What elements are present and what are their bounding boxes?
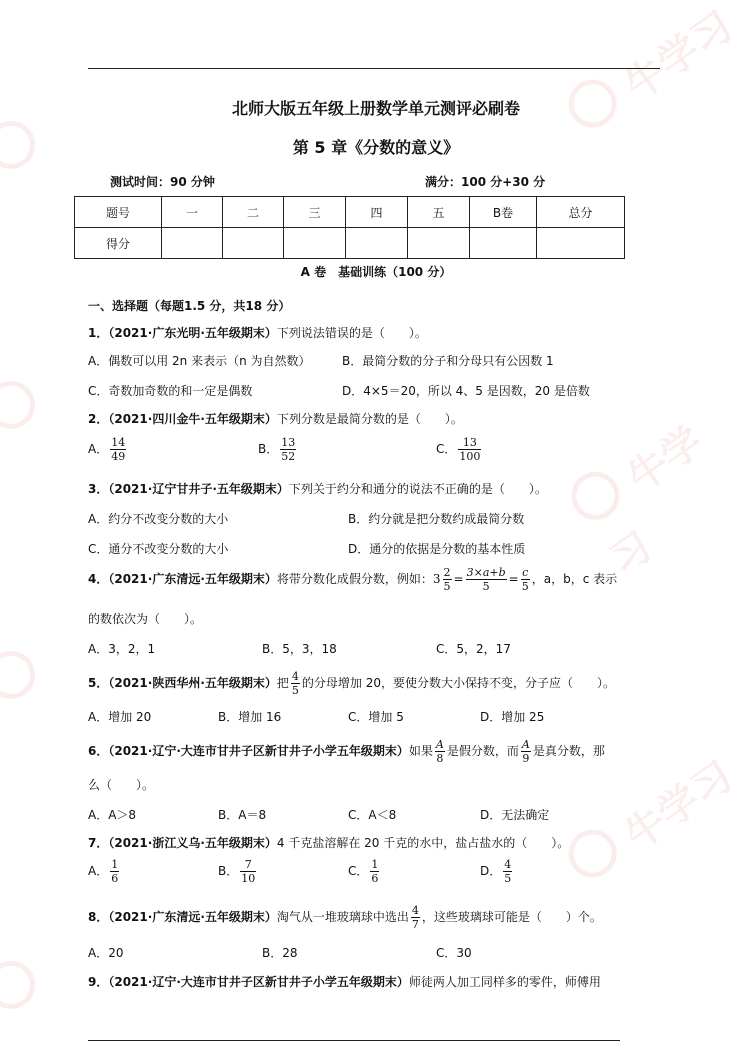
question-5 bbox=[88, 670, 615, 697]
score-table bbox=[74, 196, 625, 259]
q3-option-c: C．通分不改变分数的大小 bbox=[88, 542, 229, 556]
full-score: 满分：100 分+30 分 bbox=[425, 175, 546, 189]
score-header-cell: 总分 bbox=[537, 197, 625, 228]
question-7 bbox=[88, 834, 569, 851]
q5-option-a: A．增加 20 bbox=[88, 710, 152, 724]
denominator: 10 bbox=[241, 872, 256, 885]
fraction bbox=[458, 436, 481, 463]
denominator: 5 bbox=[504, 872, 512, 885]
question-number: 9． bbox=[88, 975, 109, 989]
numerator: 3×a+b bbox=[466, 566, 506, 579]
q4-line2: 的数依次为（ ）。 bbox=[88, 612, 203, 626]
q3-option-a: A．约分不改变分数的大小 bbox=[88, 512, 229, 526]
question-source: （2021·辽宁甘井子·五年级期末） bbox=[108, 482, 289, 496]
question-text: 下列关于约分和通分的说法不正确的是（ ）。 bbox=[288, 482, 547, 496]
numerator: c bbox=[522, 566, 529, 579]
q4-option-b: B．5，3，18 bbox=[262, 642, 337, 656]
denominator: 8 bbox=[436, 752, 444, 765]
score-header-cell: 一 bbox=[162, 197, 223, 228]
score-header-cell: 二 bbox=[223, 197, 284, 228]
q2-option-c bbox=[436, 436, 483, 463]
q7-option-c bbox=[348, 858, 381, 885]
denominator: 7 bbox=[411, 918, 419, 931]
question-2 bbox=[88, 410, 463, 427]
question-text-pre: 淘气从一堆玻璃球中选出 bbox=[276, 910, 409, 924]
question-text: 4 千克盐溶解在 20 千克的水中，盐占盐水的（ ）。 bbox=[276, 836, 570, 850]
numerator: 1 bbox=[371, 858, 379, 871]
fraction bbox=[110, 436, 126, 463]
numerator: A bbox=[521, 738, 530, 751]
score-header-cell: 三 bbox=[284, 197, 346, 228]
denominator: 49 bbox=[111, 450, 126, 463]
fraction bbox=[291, 670, 300, 697]
page-title: 北师大版五年级上册数学单元测评必刷卷 bbox=[231, 99, 520, 118]
question-text-mid: 是假分数，而 bbox=[446, 744, 519, 758]
option-label: D． bbox=[480, 864, 502, 878]
question-text: ，这些玻璃球可能是（ ）个。 bbox=[421, 910, 602, 924]
score-table-header-row bbox=[75, 197, 625, 228]
watermark-logo: 牛学习 bbox=[559, 743, 742, 897]
q1-option-a: A．偶数可以用 2n 来表示（n 为自然数） bbox=[88, 354, 311, 368]
score-cell[interactable] bbox=[284, 228, 346, 259]
score-cell[interactable] bbox=[223, 228, 284, 259]
score-cell[interactable] bbox=[346, 228, 408, 259]
option-label: B． bbox=[258, 442, 279, 456]
question-text: 下列分数是最简分数的是（ ）。 bbox=[276, 412, 463, 426]
question-number: 4． bbox=[88, 572, 109, 586]
question-source: （2021·浙江义乌·五年级期末） bbox=[108, 836, 277, 850]
option-label: A． bbox=[88, 864, 109, 878]
watermark-logo: 牛学习 bbox=[559, 0, 742, 147]
equals-sign: = bbox=[508, 572, 519, 586]
denominator: 5 bbox=[291, 684, 299, 697]
option-label: B． bbox=[218, 864, 239, 878]
denominator: 9 bbox=[522, 752, 530, 765]
q5-option-c: C．增加 5 bbox=[348, 710, 404, 724]
numerator: 4 bbox=[411, 904, 419, 917]
score-cell[interactable] bbox=[162, 228, 223, 259]
score-header-cell: 四 bbox=[346, 197, 408, 228]
option-label: A． bbox=[88, 442, 109, 456]
denominator: 5 bbox=[521, 580, 529, 593]
numerator: 2 bbox=[443, 566, 451, 579]
denominator: 5 bbox=[443, 580, 451, 593]
numerator: A bbox=[435, 738, 444, 751]
fraction bbox=[435, 738, 445, 765]
fraction bbox=[370, 858, 379, 885]
score-row-label: 得分 bbox=[75, 228, 162, 259]
q5-option-d: D．增加 25 bbox=[480, 710, 545, 724]
q1-option-d: D．4×5＝20，所以 4、5 是因数，20 是倍数 bbox=[342, 384, 590, 398]
q3-option-d: D．通分的依据是分数的基本性质 bbox=[348, 542, 526, 556]
question-number: 8． bbox=[88, 910, 109, 924]
test-time: 测试时间：90 分钟 bbox=[110, 175, 215, 189]
q1-option-b: B．最简分数的分子和分母只有公因数 1 bbox=[342, 354, 554, 368]
numerator: 4 bbox=[291, 670, 299, 683]
q7-option-a bbox=[88, 858, 121, 885]
q2-option-a bbox=[88, 436, 128, 463]
numerator: 13 bbox=[458, 436, 481, 450]
score-cell[interactable] bbox=[537, 228, 625, 259]
q4-option-a: A．3，2，1 bbox=[88, 642, 156, 656]
question-text: 师徒两人加工同样多的零件，师傅用 bbox=[408, 975, 601, 989]
fraction bbox=[240, 858, 256, 885]
question-text-tail: 是真分数，那 bbox=[532, 744, 605, 758]
question-text: 的分母增加 20，要使分数大小保持不变，分子应（ ）。 bbox=[301, 676, 615, 690]
denominator: 6 bbox=[111, 872, 119, 885]
question-4 bbox=[88, 566, 617, 593]
score-cell[interactable] bbox=[470, 228, 537, 259]
numerator: 1 bbox=[111, 858, 119, 871]
bottom-rule bbox=[88, 1040, 620, 1041]
fraction bbox=[521, 566, 530, 593]
q8-option-b: B．28 bbox=[262, 946, 298, 960]
watermark-logo bbox=[0, 641, 50, 716]
question-text-tail: ，a，b，c 表示 bbox=[531, 572, 618, 586]
q2-option-b bbox=[258, 436, 298, 463]
option-label: C． bbox=[436, 442, 457, 456]
denominator: 100 bbox=[459, 450, 481, 463]
question-source: （2021·广东清远·五年级期末） bbox=[108, 910, 277, 924]
watermark-logo bbox=[0, 951, 50, 1026]
question-text: 下列说法错误的是（ ）。 bbox=[276, 326, 427, 340]
q8-option-a: A．20 bbox=[88, 946, 124, 960]
q5-option-b: B．增加 16 bbox=[218, 710, 282, 724]
numerator: 7 bbox=[240, 858, 256, 872]
question-source: （2021·辽宁·大连市甘井子区新甘井子小学五年级期末） bbox=[108, 744, 409, 758]
numerator: 13 bbox=[281, 436, 296, 449]
q8-option-c: C．30 bbox=[436, 946, 472, 960]
score-header-cell: B卷 bbox=[470, 197, 537, 228]
fraction bbox=[110, 858, 119, 885]
fraction bbox=[443, 566, 452, 593]
question-9 bbox=[88, 973, 601, 990]
denominator: 52 bbox=[281, 450, 296, 463]
q4-option-c: C．5，2，17 bbox=[436, 642, 511, 656]
question-source: （2021·广东清远·五年级期末） bbox=[108, 572, 277, 586]
question-number: 1． bbox=[88, 326, 109, 340]
fraction bbox=[503, 858, 512, 885]
section-a-heading: A 卷 基础训练（100 分） bbox=[300, 265, 452, 279]
score-table-score-row bbox=[75, 228, 625, 259]
option-label: C． bbox=[348, 864, 369, 878]
q6-option-d: D．无法确定 bbox=[480, 808, 550, 822]
question-1 bbox=[88, 324, 427, 341]
mixed-number-whole: 3 bbox=[432, 572, 441, 586]
numerator: 14 bbox=[111, 436, 126, 449]
q1-option-c: C．奇数加奇数的和一定是偶数 bbox=[88, 384, 253, 398]
fraction bbox=[521, 738, 531, 765]
chapter-title: 第 5 章《分数的意义》 bbox=[292, 138, 460, 157]
question-6 bbox=[88, 738, 605, 765]
denominator: 6 bbox=[371, 872, 379, 885]
watermark-logo: 牛学习 bbox=[562, 391, 752, 585]
question-text-pre: 如果 bbox=[408, 744, 433, 758]
denominator: 5 bbox=[482, 580, 490, 593]
q7-option-b bbox=[218, 858, 258, 885]
question-source: （2021·广东光明·五年级期末） bbox=[108, 326, 277, 340]
fraction bbox=[466, 566, 507, 593]
question-number: 6． bbox=[88, 744, 109, 758]
q7-option-d bbox=[480, 858, 514, 885]
q6-option-b: B．A＝8 bbox=[218, 808, 267, 822]
watermark-logo bbox=[0, 371, 50, 446]
score-header-cell: 五 bbox=[408, 197, 470, 228]
question-source: （2021·辽宁·大连市甘井子区新甘井子小学五年级期末） bbox=[108, 975, 409, 989]
question-3 bbox=[88, 480, 547, 497]
q6-option-a: A．A＞8 bbox=[88, 808, 137, 822]
score-header-cell: 题号 bbox=[75, 197, 162, 228]
q6-option-c: C．A＜8 bbox=[348, 808, 397, 822]
numerator: 4 bbox=[504, 858, 512, 871]
fraction bbox=[411, 904, 420, 931]
fraction bbox=[280, 436, 296, 463]
top-rule bbox=[88, 68, 660, 69]
equals-sign: = bbox=[453, 572, 464, 586]
q6-line2: 么（ ）。 bbox=[88, 778, 155, 792]
question-source: （2021·陕西华州·五年级期末） bbox=[108, 676, 277, 690]
question-source: （2021·四川金牛·五年级期末） bbox=[108, 412, 277, 426]
question-text: 将带分数化成假分数，例如： bbox=[276, 572, 433, 586]
question-number: 5． bbox=[88, 676, 109, 690]
question-text-pre: 把 bbox=[276, 676, 289, 690]
part1-heading: 一、选择题（每题1.5 分，共18 分） bbox=[88, 299, 291, 313]
question-number: 2． bbox=[88, 412, 109, 426]
question-number: 7． bbox=[88, 836, 109, 850]
question-number: 3． bbox=[88, 482, 109, 496]
question-8 bbox=[88, 904, 602, 931]
score-cell[interactable] bbox=[408, 228, 470, 259]
q3-option-b: B．约分就是把分数约成最简分数 bbox=[348, 512, 525, 526]
